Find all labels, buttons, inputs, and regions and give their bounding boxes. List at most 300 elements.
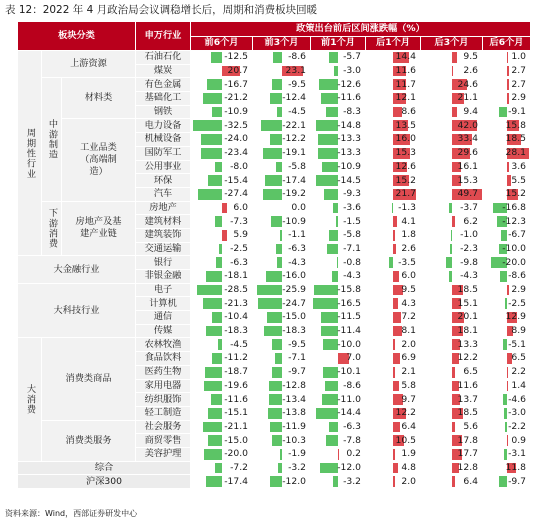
return-value: 2.6 [401, 242, 416, 254]
return-value: -9.1 [508, 106, 526, 118]
return-value: 18.5 [457, 407, 478, 419]
return-value: 16.0 [395, 133, 416, 145]
return-value: -18.1 [224, 270, 248, 282]
return-cell [366, 311, 421, 325]
return-cell [253, 64, 311, 78]
return-cell [366, 434, 421, 448]
source-note: 资料来源：Wind，西部证券研发中心 [5, 509, 138, 518]
return-cell [366, 447, 421, 461]
return-value: 6.5 [463, 366, 478, 378]
return-value: -6.3 [230, 256, 248, 268]
return-cell [483, 215, 531, 229]
return-cell [366, 365, 421, 379]
return-value: 0.9 [511, 434, 526, 446]
return-value: -12.0 [282, 475, 306, 487]
group-realestate [62, 201, 136, 256]
return-value: -15.0 [282, 311, 306, 323]
return-cell [421, 64, 483, 78]
return-value: -8.3 [343, 106, 361, 118]
return-cell [253, 447, 311, 461]
return-cell [421, 187, 483, 201]
industry-name: 电力设备 [136, 119, 191, 133]
industry-name: 环保 [136, 174, 191, 188]
return-value: 8.6 [401, 106, 416, 118]
return-cell [421, 338, 483, 352]
return-cell [253, 51, 311, 65]
header-period: 后3个月 [421, 36, 483, 51]
return-value: -8.6 [288, 51, 306, 63]
group-materials [62, 78, 136, 119]
industry-name: 纺织服饰 [136, 393, 191, 407]
return-value: 13.3 [457, 338, 478, 350]
return-cell [191, 160, 253, 174]
return-cell [311, 92, 366, 106]
return-cell [191, 475, 253, 489]
table-row [18, 78, 531, 92]
return-cell [311, 461, 366, 475]
return-cell [253, 201, 311, 215]
return-cell [366, 420, 421, 434]
return-cell [253, 242, 311, 256]
group-midstream [42, 78, 62, 201]
return-cell [421, 228, 483, 242]
group-upstream-label: 上游资源 [70, 58, 107, 70]
return-value: 12.6 [395, 160, 416, 172]
return-value: 6.0 [401, 270, 416, 282]
return-value: -9.5 [288, 78, 306, 90]
return-cell [253, 105, 311, 119]
group-consumer-label: 大消费 [24, 384, 36, 415]
group-consumer-services [42, 420, 136, 461]
industry-name: 基础化工 [136, 92, 191, 106]
return-cell [311, 311, 366, 325]
return-value: -20.0 [502, 256, 526, 268]
return-value: 1.9 [401, 448, 416, 460]
return-value: 9.4 [463, 106, 478, 118]
return-value: 12.8 [457, 461, 478, 473]
return-value: -15.4 [224, 174, 248, 186]
return-cell [421, 215, 483, 229]
return-cell [366, 270, 421, 284]
return-value: -3.6 [343, 201, 361, 213]
return-value: -23.4 [224, 147, 248, 159]
return-value: 15.8 [505, 119, 526, 131]
return-value: -7.1 [288, 352, 306, 364]
return-value: -20.0 [224, 448, 248, 460]
return-value: -10.9 [282, 215, 306, 227]
return-value: 17.7 [457, 448, 478, 460]
return-cell [191, 365, 253, 379]
return-cell [311, 270, 366, 284]
group-downstream-label: 下游消费 [46, 208, 58, 249]
return-cell [421, 146, 483, 160]
return-cell [366, 119, 421, 133]
return-value: -5.7 [343, 51, 361, 63]
return-cell [311, 146, 366, 160]
return-cell [253, 215, 311, 229]
return-cell [483, 92, 531, 106]
return-value: -4.5 [288, 106, 306, 118]
return-value: -6.3 [288, 242, 306, 254]
return-value: -9.5 [288, 338, 306, 350]
group-industrial-label: 工业品类（高端制造） [80, 142, 117, 177]
return-cell [191, 283, 253, 297]
header-industry: 申万行业 [136, 22, 191, 51]
return-value: 21.7 [395, 188, 416, 200]
industry-name: 商贸零售 [136, 434, 191, 448]
return-value: 18.1 [457, 325, 478, 337]
return-value: 4.1 [401, 215, 416, 227]
return-value: -11.2 [224, 352, 248, 364]
industry-name: 计算机 [136, 297, 191, 311]
return-cell [311, 174, 366, 188]
return-cell [311, 105, 366, 119]
return-value: 7.2 [401, 311, 416, 323]
return-value: -4.3 [343, 270, 361, 282]
industry-name: 银行 [136, 256, 191, 270]
return-value: -3.5 [398, 256, 416, 268]
return-cell [421, 270, 483, 284]
return-value: -16.7 [224, 78, 248, 90]
table-caption: 表 12：2022 年 4 月政治局会议调稳增长后，周期和消费板块回暖 [5, 4, 318, 16]
industry-name: 钢铁 [136, 105, 191, 119]
group-finance-label: 大金融行业 [53, 263, 100, 275]
return-cell [483, 187, 531, 201]
return-cell [191, 201, 253, 215]
return-cell [253, 406, 311, 420]
table-row [18, 283, 531, 297]
return-value: -17.4 [224, 475, 248, 487]
return-cell [366, 51, 421, 65]
return-cell [421, 393, 483, 407]
return-value: -12.8 [282, 379, 306, 391]
return-value: 2.9 [511, 92, 526, 104]
industry-name: 公用事业 [136, 160, 191, 174]
return-value: 2.9 [511, 284, 526, 296]
return-value: -27.4 [224, 188, 248, 200]
return-cell [366, 187, 421, 201]
return-value: -1.9 [288, 448, 306, 460]
return-value: 11.6 [457, 379, 478, 391]
return-cell [421, 201, 483, 215]
return-cell [483, 352, 531, 366]
group-finance [18, 256, 136, 283]
return-cell [483, 64, 531, 78]
industry-name: 房地产 [136, 201, 191, 215]
return-value: 10.5 [395, 434, 416, 446]
return-value: -5.8 [343, 229, 361, 241]
return-value: 2.2 [511, 366, 526, 378]
return-value: 2.0 [401, 475, 416, 487]
return-cell [483, 283, 531, 297]
industry-name: 有色金属 [136, 78, 191, 92]
return-value: -3.2 [288, 461, 306, 473]
group-materials-label: 材料类 [84, 92, 113, 104]
return-cell [253, 174, 311, 188]
return-value: 15.1 [457, 297, 478, 309]
return-cell [191, 297, 253, 311]
return-cell [483, 119, 531, 133]
return-cell [421, 78, 483, 92]
return-cell [191, 447, 253, 461]
return-value: 9.5 [463, 51, 478, 63]
return-cell [311, 78, 366, 92]
return-cell [421, 461, 483, 475]
return-value: 15.2 [505, 188, 526, 200]
return-cell [421, 256, 483, 270]
return-value: 4.8 [401, 461, 416, 473]
return-cell [191, 338, 253, 352]
return-cell [253, 283, 311, 297]
return-cell [311, 133, 366, 147]
return-cell [311, 406, 366, 420]
return-cell [483, 365, 531, 379]
industry-name: 传媒 [136, 324, 191, 338]
table-row [18, 201, 531, 215]
return-value: -19.6 [224, 379, 248, 391]
return-cell [483, 393, 531, 407]
return-value: -4.3 [288, 256, 306, 268]
return-cell [191, 174, 253, 188]
return-cell [483, 256, 531, 270]
return-value: 29.6 [457, 147, 478, 159]
group-consumer [18, 338, 42, 461]
return-cell [191, 311, 253, 325]
table-row [18, 256, 531, 270]
return-value: -3.0 [508, 407, 526, 419]
industry-name: 交通运输 [136, 242, 191, 256]
return-value: 2.1 [401, 366, 416, 378]
return-cell [366, 64, 421, 78]
return-value: -16.5 [337, 297, 361, 309]
return-value: -5.8 [288, 160, 306, 172]
return-value: -11.6 [224, 393, 248, 405]
return-value: -13.8 [282, 407, 306, 419]
return-cell [366, 146, 421, 160]
return-value: -6.3 [343, 420, 361, 432]
return-value: -12.5 [224, 51, 248, 63]
return-value: -8.0 [230, 160, 248, 172]
return-cell [366, 174, 421, 188]
return-cell [191, 215, 253, 229]
group-consumer-goods-label: 消费类商品 [65, 373, 112, 384]
return-value: 1.8 [401, 229, 416, 241]
header-period: 前3个月 [253, 36, 311, 51]
return-cell [191, 64, 253, 78]
return-value: 5.9 [233, 229, 248, 241]
return-value: -24.0 [224, 133, 248, 145]
return-cell [311, 434, 366, 448]
return-value: 3.6 [511, 160, 526, 172]
return-cell [366, 406, 421, 420]
group-midstream-label: 中游制造 [46, 119, 58, 160]
return-value: -16.8 [502, 201, 526, 213]
industry-name: 汽车 [136, 187, 191, 201]
return-value: 8.9 [511, 325, 526, 337]
return-cell [253, 475, 311, 489]
industry-name: 建筑装饰 [136, 228, 191, 242]
return-value: 5.8 [401, 379, 416, 391]
return-cell [253, 160, 311, 174]
return-cell [311, 283, 366, 297]
industry-name: 轻工制造 [136, 406, 191, 420]
return-cell [366, 133, 421, 147]
return-cell [421, 283, 483, 297]
return-value: -19.1 [282, 147, 306, 159]
return-cell [366, 92, 421, 106]
return-value: -10.1 [337, 366, 361, 378]
return-value: -22.1 [282, 119, 306, 131]
return-value: -18.3 [224, 325, 248, 337]
return-value: 6.2 [463, 215, 478, 227]
return-cell [483, 174, 531, 188]
return-cell [253, 311, 311, 325]
industry-name: 医药生物 [136, 365, 191, 379]
group-realestate-label: 房地产及基建产业链 [75, 216, 122, 240]
header-period: 前6个月 [191, 36, 253, 51]
return-cell [421, 324, 483, 338]
return-cell [483, 297, 531, 311]
return-cell [483, 434, 531, 448]
return-value: -10.9 [224, 106, 248, 118]
return-cell [191, 379, 253, 393]
return-value: 6.0 [233, 201, 248, 213]
return-cell [421, 420, 483, 434]
return-cell [191, 420, 253, 434]
return-cell [421, 160, 483, 174]
return-cell [191, 242, 253, 256]
return-cell [311, 420, 366, 434]
return-cell [253, 92, 311, 106]
return-cell [311, 379, 366, 393]
return-value: 13.5 [395, 119, 416, 131]
group-downstream [42, 201, 62, 256]
industry-name: 通信 [136, 311, 191, 325]
return-cell [311, 256, 366, 270]
return-value: -12.0 [337, 461, 361, 473]
return-cell [366, 475, 421, 489]
return-value: -11.5 [337, 311, 361, 323]
return-cell [253, 338, 311, 352]
return-cell [483, 324, 531, 338]
return-cell [483, 379, 531, 393]
return-value: 12.2 [457, 352, 478, 364]
return-cell [311, 51, 366, 65]
return-value: 18.5 [457, 284, 478, 296]
header-period: 前1个月 [311, 36, 366, 51]
return-cell [253, 365, 311, 379]
return-value: -5.1 [508, 338, 526, 350]
return-cell [311, 64, 366, 78]
return-value: 11.6 [395, 65, 416, 77]
header-period: 后6个月 [483, 36, 531, 51]
return-value: 12.9 [505, 311, 526, 323]
return-value: -9.7 [508, 475, 526, 487]
return-cell [191, 393, 253, 407]
return-cell [253, 256, 311, 270]
return-cell [191, 187, 253, 201]
return-value: -10.0 [337, 338, 361, 350]
return-value: -3.1 [508, 448, 526, 460]
industry-name: 美容护理 [136, 447, 191, 461]
return-value: -9.8 [460, 256, 478, 268]
return-value: -7.8 [343, 434, 361, 446]
return-value: -14.4 [337, 407, 361, 419]
return-value: 13.7 [457, 393, 478, 405]
return-cell [483, 420, 531, 434]
table-row [18, 338, 531, 352]
return-cell [311, 352, 366, 366]
return-cell [483, 475, 531, 489]
return-value: 6.4 [463, 475, 478, 487]
industry-name: 家用电器 [136, 379, 191, 393]
industry-name: 农林牧渔 [136, 338, 191, 352]
return-value: -2.3 [460, 242, 478, 254]
return-cell [366, 461, 421, 475]
return-value: -10.0 [502, 242, 526, 254]
industry-name: 电子 [136, 283, 191, 297]
return-cell [253, 270, 311, 284]
return-cell [421, 311, 483, 325]
return-value: -1.5 [343, 215, 361, 227]
return-value: -21.1 [224, 420, 248, 432]
return-cell [483, 146, 531, 160]
return-cell [483, 160, 531, 174]
return-value: -12.4 [282, 92, 306, 104]
return-cell [421, 133, 483, 147]
return-value: -11.6 [337, 92, 361, 104]
return-value: 15.3 [457, 174, 478, 186]
return-value: 1.4 [511, 379, 526, 391]
return-cell [366, 256, 421, 270]
return-cell [483, 242, 531, 256]
return-value: -16.0 [282, 270, 306, 282]
return-value: 2.7 [511, 65, 526, 77]
table-row [18, 119, 531, 133]
return-cell [253, 78, 311, 92]
return-cell [253, 228, 311, 242]
return-value: -8.6 [343, 379, 361, 391]
return-cell [253, 133, 311, 147]
return-cell [421, 352, 483, 366]
return-cell [191, 256, 253, 270]
return-value: 6.9 [401, 352, 416, 364]
return-cell [483, 133, 531, 147]
industry-name: 非银金融 [136, 270, 191, 284]
return-value: 15.2 [395, 174, 416, 186]
return-value: 21.1 [457, 92, 478, 104]
return-value: 2.7 [511, 78, 526, 90]
header-period: 后1个月 [366, 36, 421, 51]
return-cell [483, 78, 531, 92]
return-value: -12.2 [282, 133, 306, 145]
return-value: 20.7 [227, 65, 248, 77]
return-cell [366, 228, 421, 242]
return-value: -4.3 [460, 270, 478, 282]
return-cell [191, 406, 253, 420]
return-cell [421, 434, 483, 448]
return-cell [253, 187, 311, 201]
return-cell [311, 338, 366, 352]
return-cell [483, 228, 531, 242]
group-consumer-services-label: 消费类服务 [65, 434, 112, 446]
return-cell [253, 352, 311, 366]
return-value: -24.7 [282, 297, 306, 309]
return-value: -10.3 [282, 434, 306, 446]
return-cell [311, 324, 366, 338]
return-value: 0.2 [346, 448, 361, 460]
industry-name: 石油石化 [136, 51, 191, 65]
